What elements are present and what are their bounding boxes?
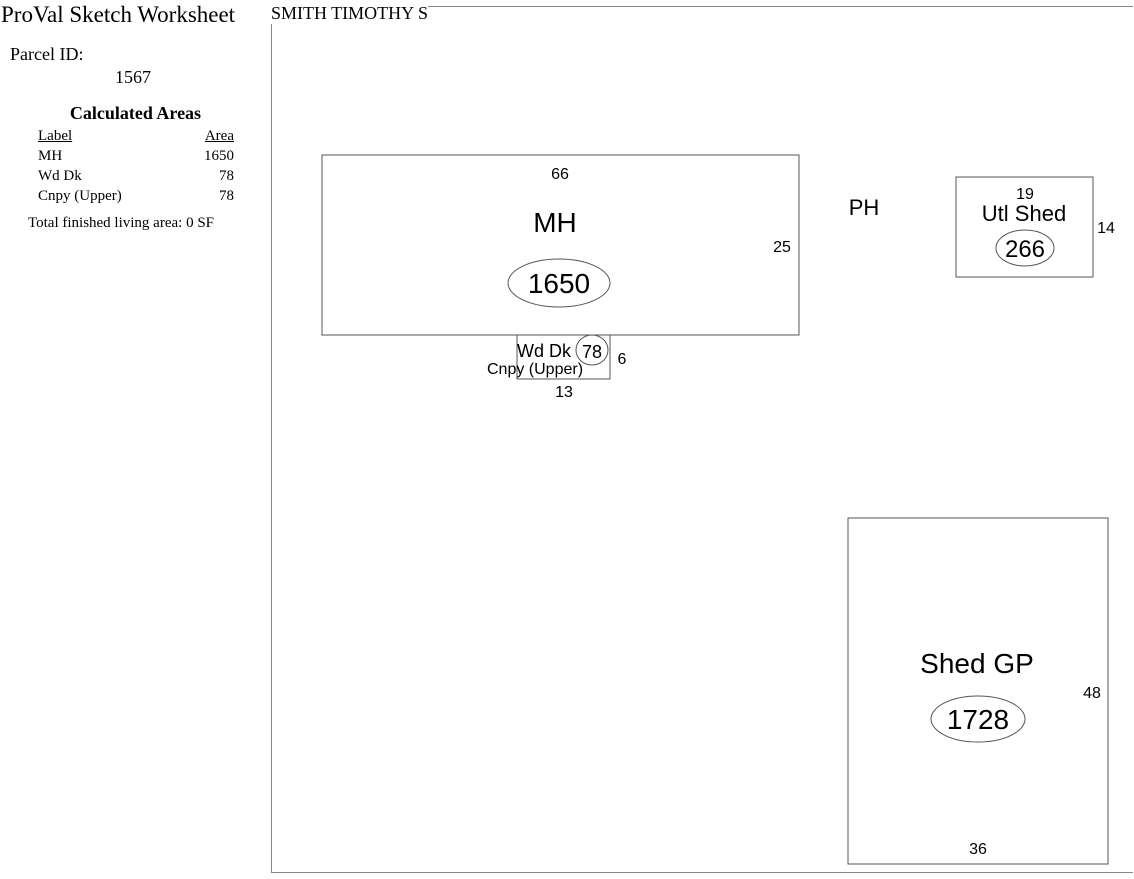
shed-gp-area: 1728 xyxy=(946,704,1010,735)
wd-dk-side-dimension: 6 xyxy=(617,351,627,368)
row-area: 78 xyxy=(219,168,234,184)
mh-area: 1650 xyxy=(527,268,591,299)
row-label: Cnpy (Upper) xyxy=(38,188,122,204)
owner-name: SMITH TIMOTHY S xyxy=(271,3,429,23)
mh-top-dimension: 66 xyxy=(551,166,569,183)
cnpy-upper-label: Cnpy (Upper) xyxy=(487,361,584,378)
utl-shed-area: 266 xyxy=(1004,236,1046,263)
column-header-label: Label xyxy=(38,128,73,144)
row-area: 78 xyxy=(219,188,234,204)
shed-gp-outline[interactable] xyxy=(848,518,1108,864)
utl-shed-side-dimension: 14 xyxy=(1097,220,1115,237)
calculated-areas-heading: Calculated Areas xyxy=(69,103,202,123)
wd-dk-label: Wd Dk xyxy=(517,341,571,361)
mh-side-dimension: 25 xyxy=(773,239,791,256)
row-area: 1650 xyxy=(204,148,234,164)
total-finished-living-area: Total finished living area: 0 SF xyxy=(28,215,215,231)
utl-shed-label: Utl Shed xyxy=(981,201,1067,226)
parcel-id-value: 1567 xyxy=(115,67,151,87)
app-title: ProVal Sketch Worksheet xyxy=(1,2,236,27)
parcel-id-label: Parcel ID: xyxy=(10,44,84,64)
shed-gp-side-dimension: 48 xyxy=(1083,685,1101,702)
utl-shed-top-dimension: 19 xyxy=(1016,186,1034,203)
mh-label: MH xyxy=(533,207,577,238)
wd-dk-area: 78 xyxy=(581,342,603,362)
row-label: MH xyxy=(38,148,63,164)
wd-dk-bottom-dimension: 13 xyxy=(555,384,573,401)
shed-gp-label: Shed GP xyxy=(920,648,1034,679)
shed-gp-bottom-dimension: 36 xyxy=(969,841,987,858)
column-header-area: Area xyxy=(204,128,234,144)
row-label: Wd Dk xyxy=(38,168,82,184)
ph-label: PH xyxy=(848,195,880,220)
